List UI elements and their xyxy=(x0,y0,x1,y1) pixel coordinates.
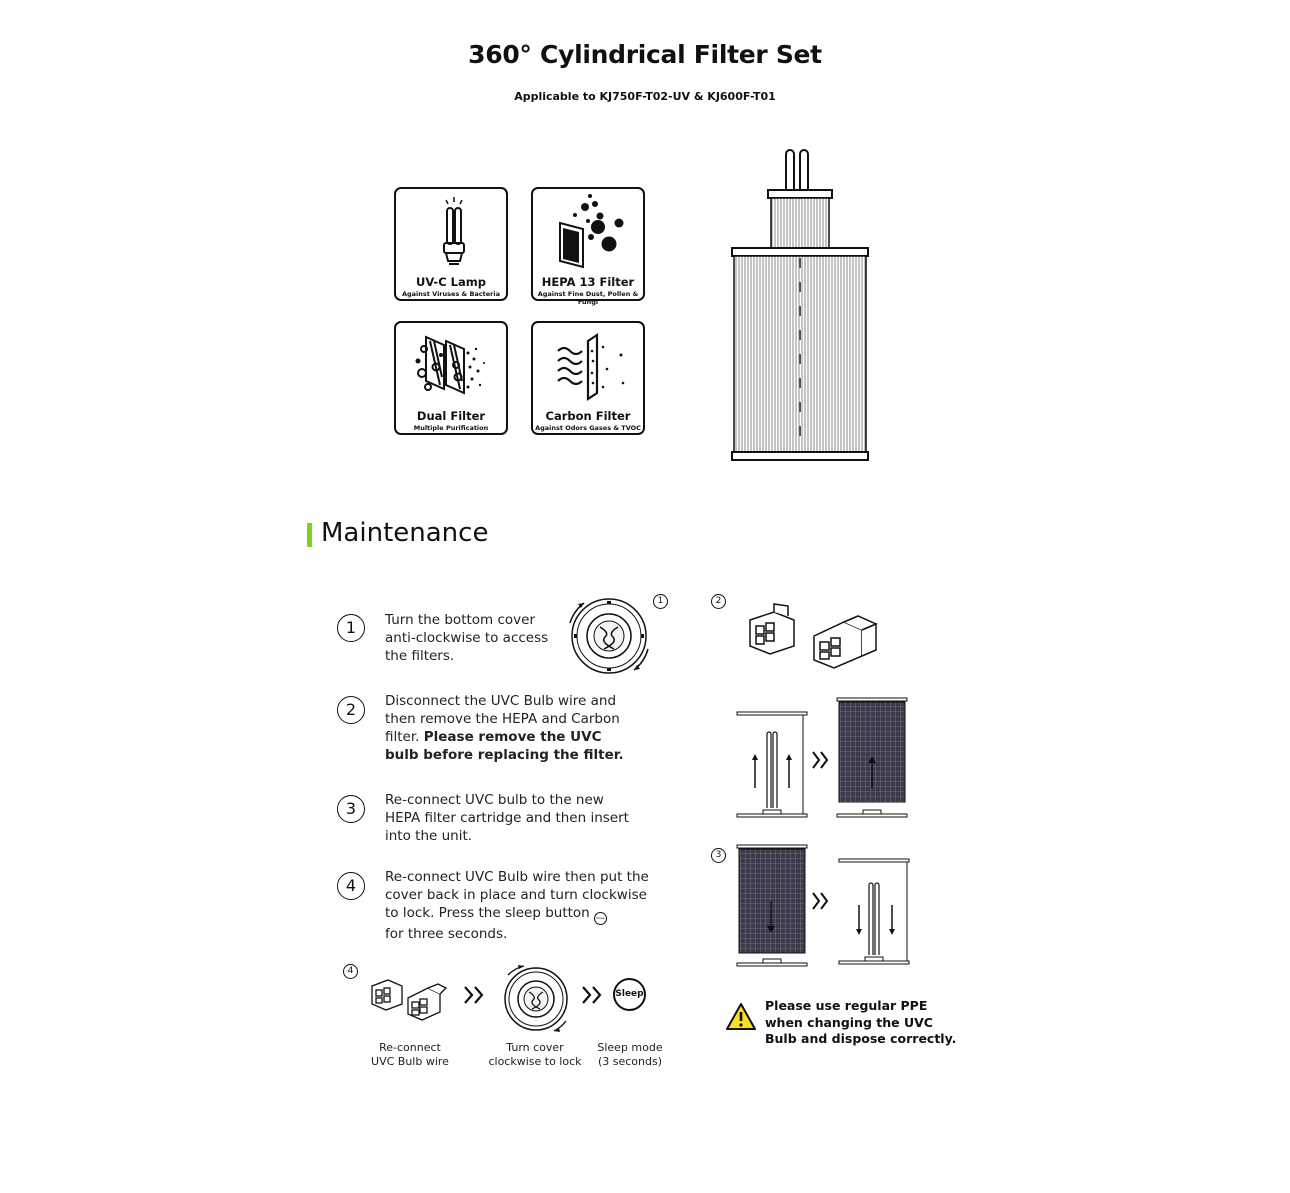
sequence-caption: Turn cover clockwise to lock xyxy=(488,1041,582,1068)
feature-desc: Multiple Purification xyxy=(413,424,489,432)
feature-carbon-filter xyxy=(531,321,645,435)
next-step-arrow-icon xyxy=(462,984,488,1006)
ppe-warning-text: Please use regular PPE when changing the UVC Bulb and dispose correctly. xyxy=(765,998,957,1046)
step-text: Re-connect UVC Bulb wire then put the cover back in place and turn clockwise to lock. Press the sleep button Sleep for three seconds. xyxy=(385,869,649,942)
step-number: 1 xyxy=(337,614,365,642)
page-subtitle: Applicable to KJ750F-T02-UV & KJ600F-T01 xyxy=(514,90,776,103)
feature-name: UV-C Lamp xyxy=(416,275,486,289)
step-number: 2 xyxy=(337,696,365,724)
wire-connector-diagram xyxy=(744,600,884,670)
feature-desc: Against Viruses & Bacteria xyxy=(401,290,500,298)
hepa-particles-icon xyxy=(533,193,647,273)
warning-icon xyxy=(725,1002,757,1032)
bottom-cover-diagram xyxy=(562,595,657,680)
feature-hepa xyxy=(531,187,645,306)
feature-uv-lamp xyxy=(394,187,508,301)
feature-desc: Against Fine Dust, Pollen & Fungi xyxy=(537,290,639,306)
diagram-number: 3 xyxy=(711,848,726,863)
diagram-number: 1 xyxy=(653,594,668,609)
feature-desc: Against Odors Gases & TVOC xyxy=(535,424,641,432)
sequence-caption: Re-connect UVC Bulb wire xyxy=(371,1041,449,1068)
sleep-button: Sleep xyxy=(613,978,646,1011)
next-step-arrow-icon xyxy=(580,984,606,1006)
dual-filter-icon xyxy=(396,327,510,407)
remove-filter-diagram xyxy=(735,696,915,826)
step-number: 3 xyxy=(337,795,365,823)
maintenance-accent-bar xyxy=(307,523,312,547)
turn-cover-diagram xyxy=(494,963,578,1035)
feature-name: Dual Filter xyxy=(416,409,486,423)
step-number: 4 xyxy=(337,872,365,900)
feature-name: Carbon Filter xyxy=(545,409,631,423)
sequence-caption: Sleep mode (3 seconds) xyxy=(597,1041,663,1068)
page-title: 360° Cylindrical Filter Set xyxy=(468,40,822,69)
step-text: Re-connect UVC bulb to the new HEPA filter cartridge and then insert into the unit. xyxy=(385,792,629,844)
insert-filter-diagram xyxy=(735,843,915,973)
reconnect-wire-diagram xyxy=(368,972,448,1024)
maintenance-title: Maintenance xyxy=(321,518,489,548)
carbon-filter-icon xyxy=(533,327,647,407)
step-text: Disconnect the UVC Bulb wire and then remove the HEPA and Carbon filter. Please remove the UVC bulb before replacing the filter. xyxy=(385,693,624,763)
filter-cartridge-illustration xyxy=(720,140,880,470)
sleep-button-inline-icon: Sleep xyxy=(594,912,607,925)
feature-dual-filter xyxy=(394,321,508,435)
diagram-number: 4 xyxy=(343,964,358,979)
diagram-number: 2 xyxy=(711,594,726,609)
feature-name: HEPA 13 Filter xyxy=(541,275,635,289)
step-text: Turn the bottom cover anti-clockwise to access the filters. xyxy=(385,612,549,664)
uv-lamp-icon xyxy=(396,193,510,273)
